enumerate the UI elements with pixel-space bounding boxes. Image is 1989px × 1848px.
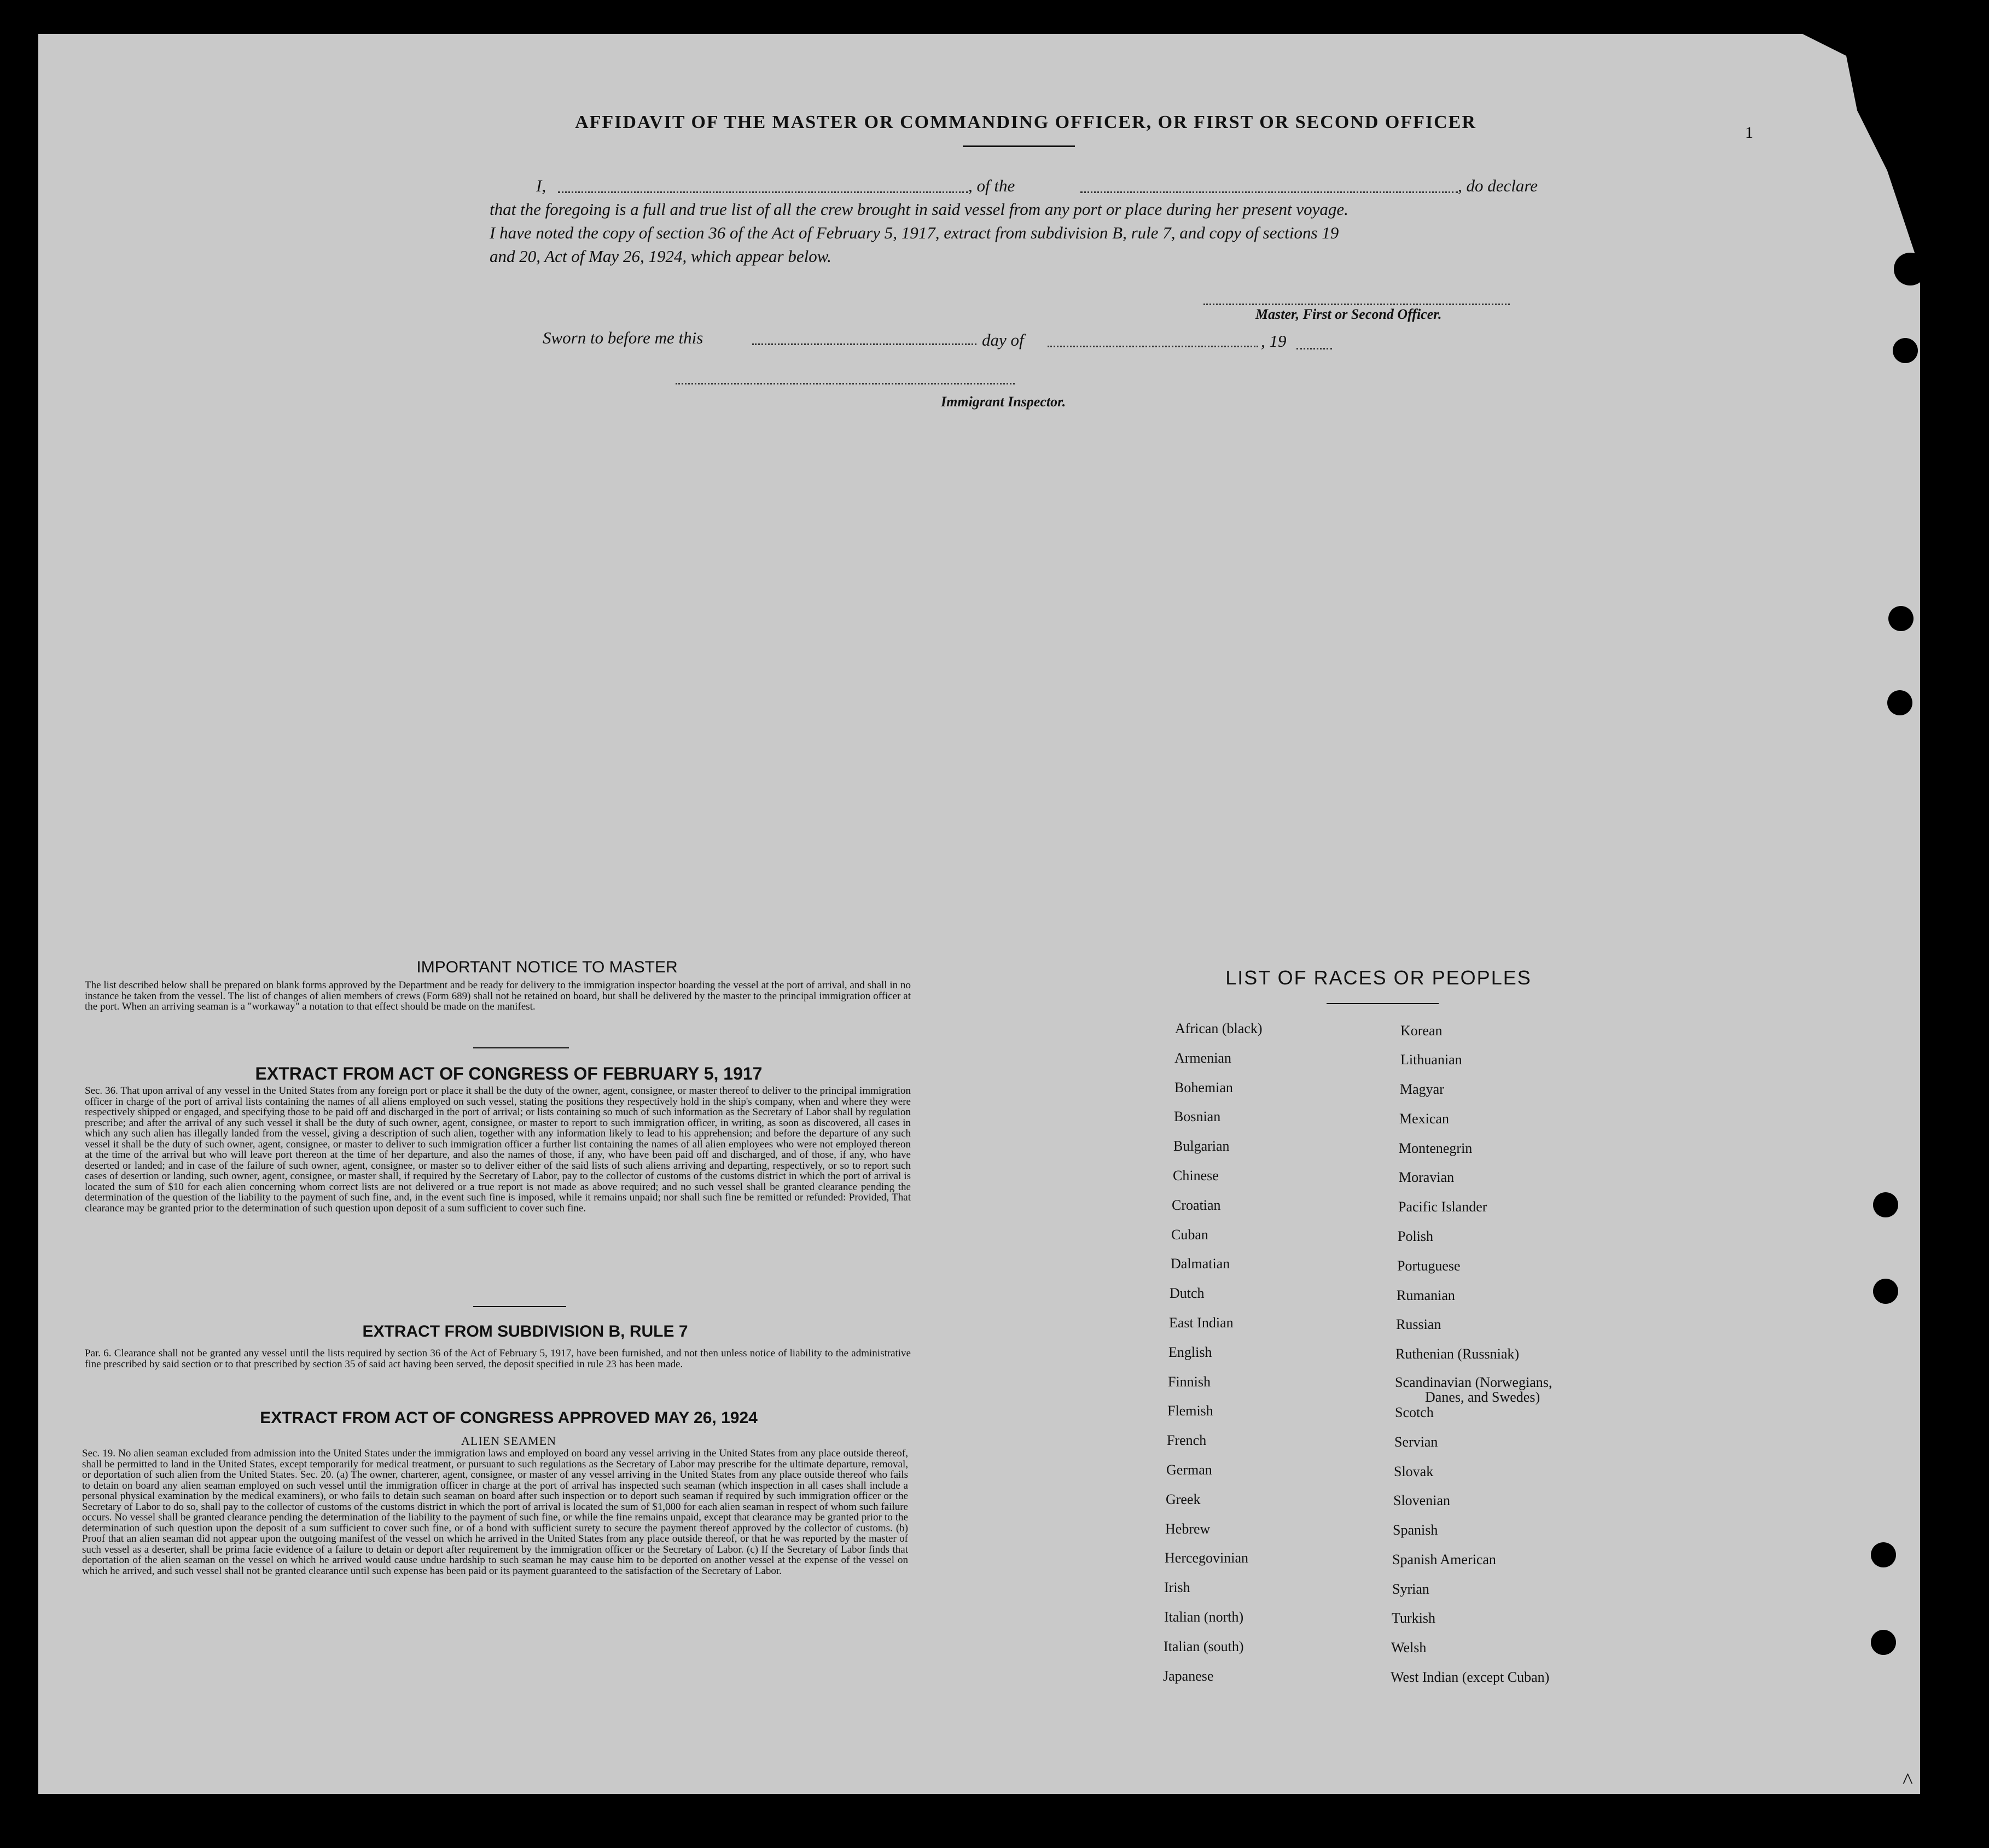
extract-1917-text: Sec. 36. That upon arrival of any vessel in the United States from any foreign port or place it shall be the duty of the owner, agent, consignee, or master thereof to deliver to the principal immigration officer in charge of the port of arrival lists containing the names of all aliens employed on such vessel, stating the positions they respectively hold in the ship's company, when and where they were respectively shipped or engaged, and specifying those to be paid off and discharged in the port of arrival; or lists containing so much of such information as the Secretary of Labor shall by regulation prescribe; and after the arrival of any such vessel it shall be the duty of such owner, agent, consignee, or master to report to such immigration officer, in writing, as soon as discovered, all cases in which any such alien has illegally landed from the vessel, giving a description of such alien, together with any information likely to lead to his apprehension; and before the departure of any such vessel it shall be the duty of such owner, agent, consignee, or master to deliver to such immigration officer a further list containing the names of all alien employees who were not employed thereon at the time of the arrival but who will leave port thereon at the time of her departure, and also the names of those, if any, who have been paid off and discharged, and of those, if any, who have deserted or landed; and in case of the failure of such owner, agent, consignee, or master so to deliver either of the said lists of such aliens arriving and departing, respectively, or so to report such cases of desertion or landing, such owner, agent, consignee, or master shall, if required by the Secretary of Labor, pay to the collector of customs of the customs district in which the port of arrival is located the sum of $10 for each alien concerning whom correct lists are not delivered or a true report is not made as above required; and no such vessel shall be granted clearance pending the determination of the question of the liability to the payment of such fine, and, in the event such fine is imposed, while it remains unpaid; nor shall such fine be remitted or refunded: Provided, That clearance may be granted prior to the determination of such question upon deposit of a sum sufficient to cover such fine. <box>85 1085 911 1214</box>
race-item: Italian (south) <box>1164 1638 1244 1654</box>
affidavit-declare: , do declare <box>1458 176 1538 195</box>
race-item: Portuguese <box>1397 1258 1461 1274</box>
rule7-text: Par. 6. Clearance shall not be granted any vessel until the lists required by section 36 of the Act of February 5, 1917, have been furnished, and not then unless notice of liability to the administrative fine prescribed by said section or to that prescribed by section 35 of said act having been served, the deposit specified in rule 23 has been made. <box>85 1348 911 1370</box>
race-item: West Indian (except Cuban) <box>1391 1669 1550 1685</box>
race-item: Chinese <box>1173 1168 1219 1184</box>
race-item: Spanish <box>1393 1522 1438 1538</box>
race-item: Welsh <box>1391 1640 1427 1655</box>
race-item: Lithuanian <box>1400 1052 1462 1068</box>
inspector-signature-field[interactable] <box>676 383 1015 384</box>
race-item: Greek <box>1166 1491 1201 1507</box>
master-label: Master, First or Second Officer. <box>1255 306 1442 322</box>
affidavit-body <box>490 174 1551 268</box>
affidavit-of-the: , of the <box>968 176 1015 195</box>
rule7-title: EXTRACT FROM SUBDIVISION B, RULE 7 <box>362 1322 688 1340</box>
race-item: Armenian <box>1174 1050 1231 1066</box>
sworn-text: Sworn to before me this <box>543 328 703 347</box>
race-item: Slovenian <box>1393 1493 1450 1508</box>
race-item: Finnish <box>1168 1373 1211 1390</box>
race-item: Bosnian <box>1174 1109 1221 1125</box>
race-item: African (black) <box>1175 1021 1263 1036</box>
affidavit-line: that the foregoing is a full and true list of all the crew brought in said vessel from any port or place during her present voyage. <box>490 200 1348 219</box>
race-item: Mexican <box>1399 1111 1449 1127</box>
race-item: Danes, and Swedes) <box>1425 1389 1540 1405</box>
race-item: German <box>1166 1462 1212 1478</box>
race-item: Irish <box>1164 1579 1190 1596</box>
divider <box>963 145 1075 147</box>
race-item: English <box>1168 1344 1212 1360</box>
notice-text: The list described below shall be prepared on blank forms approved by the Department and be ready for delivery to the immigration inspector boarding the vessel at the port of arrival, and shall in no instance be taken from the vessel. The list of changes of alien members of crews (Form 689) shall not be retained on board, but shall be delivered by the master to the principal immigration officer at the port. When an arriving seaman is a "workaway" a notation to that effect should be made on the manifest. <box>85 980 911 1012</box>
race-item: French <box>1167 1432 1207 1449</box>
extract-1917-title: EXTRACT FROM ACT OF CONGRESS OF FEBRUARY 5, 1917 <box>255 1064 763 1083</box>
extract-1924-title: EXTRACT FROM ACT OF CONGRESS APPROVED MAY 26, 1924 <box>260 1409 758 1427</box>
race-item: Servian <box>1394 1434 1438 1450</box>
race-item: Korean <box>1400 1023 1443 1039</box>
year-prefix: , 19 <box>1261 331 1287 351</box>
sworn-year-field[interactable] <box>1296 348 1332 349</box>
punch-hole <box>1894 253 1927 285</box>
divider <box>473 1047 569 1048</box>
race-item: Dalmatian <box>1171 1256 1230 1272</box>
race-item: Hercegovinian <box>1165 1550 1249 1566</box>
punch-hole <box>1871 1542 1896 1567</box>
punch-hole <box>1873 1192 1898 1217</box>
race-item: Turkish <box>1392 1610 1435 1626</box>
notice-title: IMPORTANT NOTICE TO MASTER <box>416 958 678 976</box>
vessel-field[interactable] <box>1080 191 1458 193</box>
name-field[interactable] <box>558 191 968 193</box>
race-item: Croatian <box>1172 1197 1221 1213</box>
race-item: Spanish American <box>1392 1552 1496 1567</box>
race-item: Bulgarian <box>1173 1138 1230 1155</box>
race-item: Pacific Islander <box>1398 1199 1487 1215</box>
inspector-label: Immigrant Inspector. <box>941 394 1066 410</box>
day-of-text: day of <box>982 330 1024 349</box>
race-item: Ruthenian (Russniak) <box>1395 1346 1520 1362</box>
sworn-month-field[interactable] <box>1048 346 1258 347</box>
race-item: Flemish <box>1167 1403 1213 1419</box>
race-item: Magyar <box>1400 1081 1444 1097</box>
race-item: Syrian <box>1392 1581 1429 1597</box>
punch-hole <box>1873 1279 1898 1304</box>
affidavit-title: AFFIDAVIT OF THE MASTER OR COMMANDING OFFICER, OR FIRST OR SECOND OFFICER <box>575 112 1476 132</box>
race-item: Moravian <box>1399 1169 1455 1185</box>
race-item: Russian <box>1396 1316 1441 1332</box>
races-title: LIST OF RACES OR PEOPLES <box>1225 966 1532 989</box>
race-item: Hebrew <box>1165 1520 1211 1537</box>
punch-hole <box>1893 338 1918 363</box>
punch-hole <box>1871 1630 1896 1655</box>
page-mark: ^ <box>1903 1768 1913 1793</box>
punch-hole <box>1888 606 1914 631</box>
race-item: Slovak <box>1394 1464 1434 1479</box>
race-item: Cuban <box>1171 1226 1208 1243</box>
race-item: Scotch <box>1395 1404 1434 1420</box>
race-item: Rumanian <box>1397 1287 1455 1303</box>
divider <box>473 1306 566 1307</box>
race-item: Scandinavian (Norwegians, <box>1395 1374 1552 1390</box>
race-item: Montenegrin <box>1399 1140 1473 1156</box>
race-item: Japanese <box>1163 1668 1214 1684</box>
affidavit-line: I have noted the copy of section 36 of the Act of February 5, 1917, extract from subdivision B, rule 7, and copy of sections 19 <box>490 223 1339 242</box>
race-item: Bohemian <box>1174 1079 1233 1095</box>
master-signature-field[interactable] <box>1203 304 1510 305</box>
race-item: Polish <box>1398 1228 1434 1244</box>
divider <box>1327 1003 1439 1004</box>
extract-1924-text: Sec. 19. No alien seaman excluded from admission into the United States under the immigration laws and employed on board any vessel arriving in the United States from any place outside thereof, shall be permitted to land in the United States, except temporarily for medical treatment, or pursuant to such regulations as the Secretary of Labor may prescribe for the ultimate departure, removal, or deportation of such alien from the United States. Sec. 20. (a) The owner, charterer, agent, consignee, or master of any vessel arriving in the United States from any place outside thereof who fails to detain on board any alien seaman employed on such vessel until the immigration officer in charge at the port of arrival has inspected such seaman (which inspection in all cases shall include a personal physical examination by the medical examiners), or who fails to detain such seaman on board after such inspection or to deport such seaman if required by such immigration officer or the Secretary of Labor to do so, shall pay to the collector of customs of the customs district in which the port of arrival is located the sum of $1,000 for each alien seaman in respect of whom such failure occurs. No vessel shall be granted clearance pending the determination of the liability to the payment of such fine, or while the fine remains unpaid, except that clearance may be granted prior to the determination of such question upon the deposit of a sum sufficient to cover such fine, or of a bond with sufficient surety to secure the payment thereof approved by the collector of customs. (b) Proof that an alien seaman did not appear upon the outgoing manifest of the vessel on which he arrived in the United States from any place outside thereof, or that he was reported by the master of such vessel as a deserter, shall be prima facie evidence of a failure to detain or deport after requirement by the immigration officer or the Secretary of Labor. (c) If the Secretary of Labor finds that deportation of the alien seaman on the vessel on which he arrived would cause undue hardship to such seaman he may cause him to be deported on another vessel at the expense of the vessel on which he arrived, and such vessel shall not be granted clearance until such expense has been paid or its payment guaranteed to the satisfaction of the Secretary of Labor. <box>82 1448 908 1577</box>
race-item: Dutch <box>1170 1285 1205 1302</box>
extract-1924-subtitle: ALIEN SEAMEN <box>461 1434 556 1448</box>
affidavit-i: I, <box>536 176 546 195</box>
affidavit-line: and 20, Act of May 26, 1924, which appear below. <box>490 247 831 266</box>
punch-hole <box>1887 690 1912 715</box>
race-item: East Indian <box>1169 1315 1234 1331</box>
sworn-day-field[interactable] <box>752 343 976 345</box>
page-mark: 1 <box>1745 124 1753 142</box>
race-item: Italian (north) <box>1164 1609 1244 1625</box>
